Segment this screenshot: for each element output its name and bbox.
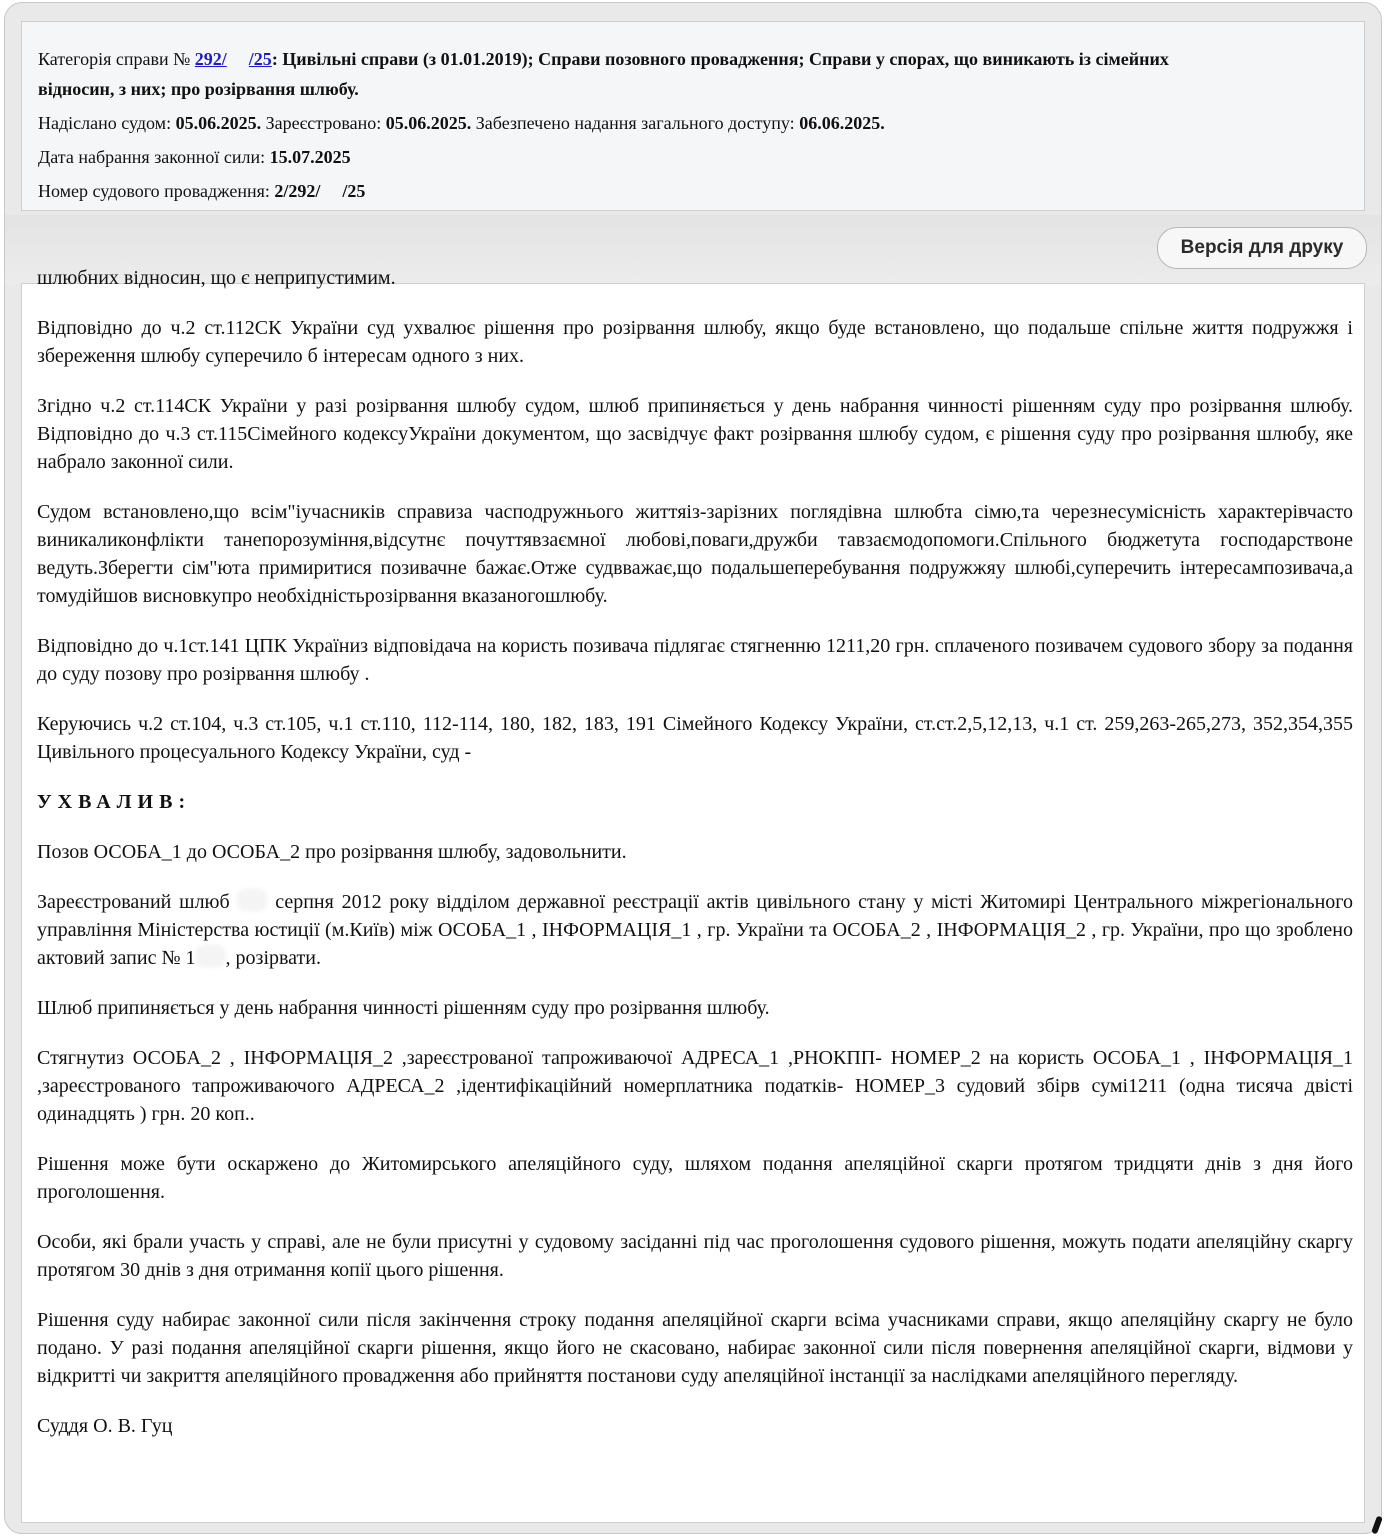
proceeding-number-line [38, 176, 365, 206]
effective-label: Дата набрання законної сили: [38, 147, 266, 167]
proceeding-label: Номер судового провадження: [38, 181, 270, 201]
access-date: 06.06.2025. [799, 113, 885, 133]
proceeding-number: 2/292/ /25 [274, 181, 366, 201]
case-dates-line [38, 108, 885, 138]
case-category-text: : Цивільні справи (з 01.01.2019); Справи позовного провадження; Справи у спорах, що виникають із сімейних [271, 49, 1169, 69]
paragraph: Позов ОСОБА_1 до ОСОБА_2 про розірвання шлюбу, задовольнити. [37, 841, 627, 863]
case-category-text-2: відносин, з них; про розірвання шлюбу. [38, 79, 359, 99]
case-category-label: Категорія справи № [38, 49, 191, 69]
registered-date: 05.06.2025. [385, 113, 472, 133]
effective-date-line [38, 142, 351, 172]
judge-signature: Суддя О. В. Гуц [37, 1415, 173, 1437]
document-content [37, 264, 1353, 1462]
paragraph: Шлюб припиняється у день набрання чинності рішенням суду про розірвання шлюбу. [37, 997, 770, 1019]
case-info-panel [21, 21, 1365, 211]
paragraph: Особи, які брали участь у справі, але не були присутні у судовому засіданні під час проголошення судового рішення, можуть подати апеляційну скаргу протягом 30 днів з дня отримання копії цього рішення. [37, 1231, 1353, 1281]
sent-date: 05.06.2025. [175, 113, 262, 133]
effective-date: 15.07.2025 [269, 147, 351, 167]
paragraph: Відповідно до ч.2 ст.112СК України суд ухвалює рішення про розірвання шлюбу, якщо буде встановлено, що подальше спільне життя подружжя і збереження шлюбу суперечило б інтересам одного з них. [37, 317, 1353, 367]
paragraph: Судом встановлено,що всім"іучасників справиза часподружнього життяіз-зарізних поглядівна шлюбта сімю,та черезнесумісність характерівчасто виникаликонфлікти танепорозуміння,відсутнє почуттявзаємної любові,поваги,дружби тавзаємодопомоги.Спільного бюджетута господарствоне ведуть.Зберегти сім"юта примиритися позивачне бажає.Отже судвважає,що подальшеперебування подружжяу шлюбі,суперечить інтересампозивача,а томудійшов висновкупро необхідністьрозірвання вказаногошлюбу. [37, 501, 1353, 607]
paragraph: Керуючись ч.2 ст.104, ч.3 ст.105, ч.1 ст.110, 112-114, 180, 182, 183, 191 Сімейного Кодексу України, ст.ст.2,5,12,13, ч.1 ст. 259,263-265,273, 352,354,355 Цивільного процесуального Кодексу України, суд - [37, 713, 1353, 763]
access-label: Забезпечено надання загального доступу: [475, 113, 795, 133]
paragraph: Рішення може бути оскаржено до Житомирського апеляційного суду, шляхом подання апеляційної скарги протягом тридцяти днів з дня його проголошення. [37, 1153, 1353, 1203]
paragraph-cut-off: шлюбних відносин, що є неприпустимим. [37, 267, 396, 289]
redacted-text [237, 889, 267, 911]
case-category-line [38, 44, 1169, 74]
paragraph-marriage: Зареєстрований шлюб серпня 2012 року відділом державної реєстрації актів цивільного стану у місті Житомирі Центрального міжрегіонального управління Міністерства юстиції (м.Київ) між ОСОБА_1 , ІНФОРМАЦІЯ_1 , гр. України та ОСОБА_2 , ІНФОРМАЦІЯ_2 , гр. України, про що зроблено актовий запис № 1 , розірвати. [37, 891, 1353, 969]
paragraph: Відповідно до ч.1ст.141 ЦПК Україниз відповідача на користь позивача підлягає стягненню 1211,20 грн. сплаченого позивачем судового збору за подання до суду позову про розірвання шлюбу . [37, 635, 1353, 685]
ruling-heading: УХВАЛИВ: [37, 791, 192, 813]
paragraph: Рішення суду набирає законної сили після закінчення строку подання апеляційної скарги всіма учасниками справи, якщо апеляційну скаргу не було подано. У разі подання апеляційної скарги рішення, якщо його не скасовано, набирає законної сили після повернення апеляційної скарги, відмови у відкритті чи закриття апеляційного провадження або прийняття постанови суду апеляційної інстанції за наслідками апеляційного перегляду. [37, 1309, 1353, 1387]
paragraph: Згідно ч.2 ст.114СК України у разі розірвання шлюбу судом, шлюб припиняється у день набрання чинності рішенням суду про розірвання шлюбу. Відповідно до ч.3 ст.115Сімейного кодексуУкраїни документом, що засвідчує факт розірвання шлюбу судом, є рішення суду про розірвання шлюбу, яке набрало законної сили. [37, 395, 1353, 473]
case-category-line-2 [38, 74, 359, 104]
paragraph: Стягнутиз ОСОБА_2 , ІНФОРМАЦІЯ_2 ,зареєстрованої тапроживаючої АДРЕСА_1 ,РНОКПП- НОМЕР_2 на користь ОСОБА_1 , ІНФОРМАЦІЯ_1 ,зареєстрованого тапроживаючого АДРЕСА_2 ,ідентифікаційний номерплатника податків- НОМЕР_3 судовий збірв сумі1211 (одна тисяча двісті одинадцять ) грн. 20 коп.. [37, 1047, 1353, 1125]
case-number-link[interactable]: 292/ /25 [194, 49, 272, 69]
registered-label: Зареєстровано: [265, 113, 382, 133]
page-frame [4, 2, 1382, 1534]
redacted-text [196, 945, 226, 967]
document-text-area[interactable] [21, 267, 1365, 1523]
sent-label: Надіслано судом: [38, 113, 172, 133]
print-version-button[interactable]: Версія для друку [1157, 227, 1367, 269]
